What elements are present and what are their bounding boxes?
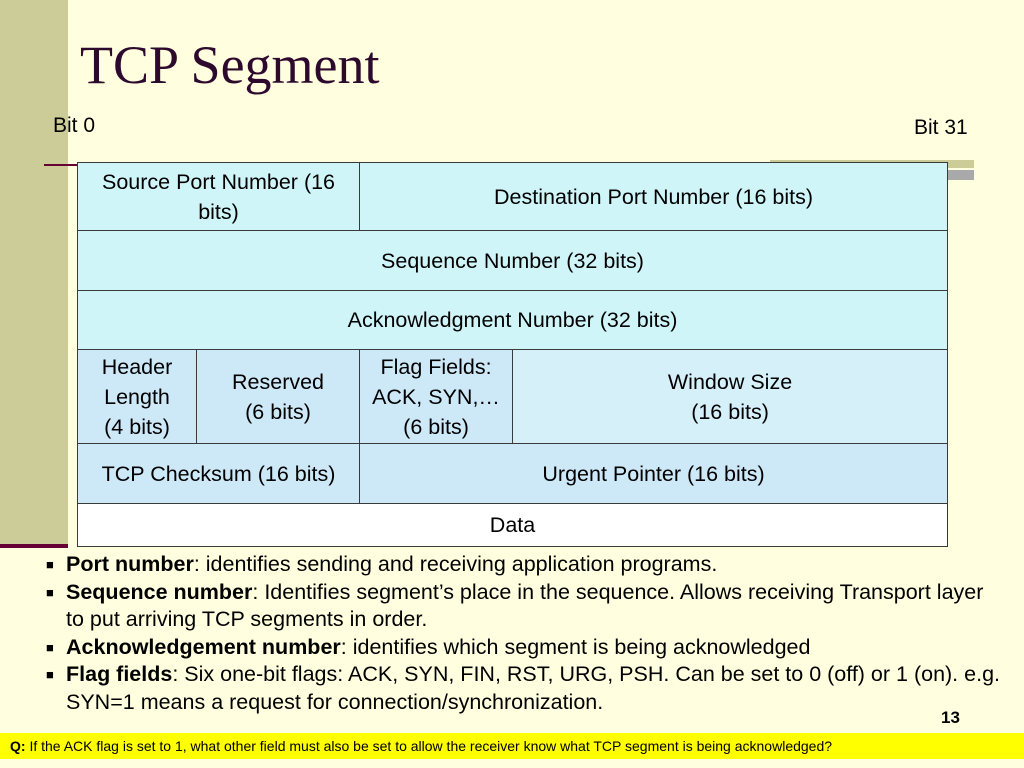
sequence-number-cell: Sequence Number (32 bits) — [78, 231, 948, 291]
flag-fields-cell — [360, 350, 513, 444]
bullet-term: Acknowledgement number — [66, 634, 341, 659]
data-cell: Data — [78, 504, 948, 547]
square-bullet-icon: ■ — [46, 557, 54, 572]
side-decoration-bar — [0, 0, 68, 545]
reserved-line-2: (6 bits) — [245, 399, 311, 424]
field-description-list — [46, 551, 1006, 716]
question-banner — [0, 733, 1024, 759]
square-bullet-icon: ■ — [46, 667, 54, 682]
bullet-text: : Six one-bit flags: ACK, SYN, FIN, RST, URG, PSH. Can be set to 0 (off) or 1 (on). e.g. SYN=1 means a request for connection/synchronization. — [66, 662, 1000, 714]
reserved-line-1: Reserved — [232, 369, 325, 394]
question-label: Q: — [10, 738, 26, 754]
header-length-line-1: Header — [101, 354, 173, 379]
accent-line-left — [44, 164, 78, 166]
source-port-cell: Source Port Number (16 bits) — [78, 163, 360, 231]
segment-row-header-fields — [78, 350, 948, 444]
question-inner — [0, 733, 1024, 759]
destination-port-cell: Destination Port Number (16 bits) — [360, 163, 948, 231]
segment-row-sequence — [78, 231, 948, 291]
bullet-acknowledgement-number — [46, 634, 1006, 662]
question-text: If the ACK flag is set to 1, what other field must also be set to allow the receiver know what TCP segment is being acknowledged? — [25, 738, 833, 754]
bullet-port-number — [46, 551, 1006, 579]
bullet-term: Flag fields — [66, 662, 173, 686]
bullet-sequence-number — [46, 579, 1006, 634]
header-length-line-3: (4 bits) — [104, 414, 170, 439]
window-size-line-1: Window Size — [667, 369, 793, 394]
window-size-cell — [513, 350, 948, 444]
bullet-text: : Identifies segment’s place in the sequence. Allows receiving Transport layer to put arriving TCP segments in order. — [66, 579, 984, 631]
bullet-term: Sequence number — [66, 579, 253, 604]
flag-fields-line-2: ACK, SYN,… — [372, 384, 500, 409]
page-number: 13 — [941, 708, 960, 727]
square-bullet-icon: ■ — [46, 639, 54, 655]
square-bullet-icon: ■ — [46, 584, 54, 600]
bullet-flag-fields — [46, 661, 1006, 716]
segment-row-checksum — [78, 444, 948, 504]
header-length-cell — [78, 350, 197, 444]
bullet-text: : identifies sending and receiving application programs. — [193, 552, 718, 576]
segment-row-ports — [78, 163, 948, 231]
side-decoration-line — [0, 544, 68, 548]
reserved-cell — [197, 350, 360, 444]
header-length-line-2: Length — [104, 384, 170, 409]
slide-title: TCP Segment — [80, 35, 380, 95]
segment-row-acknowledgment — [78, 291, 948, 350]
tcp-segment-diagram — [77, 162, 948, 547]
bullet-term: Port number — [66, 552, 194, 576]
urgent-pointer-cell: Urgent Pointer (16 bits) — [360, 444, 948, 504]
window-size-line-2: (16 bits) — [691, 399, 769, 424]
bit-end-label: Bit 31 — [914, 116, 968, 139]
bottom-strip — [0, 759, 1024, 768]
acknowledgment-number-cell: Acknowledgment Number (32 bits) — [78, 291, 948, 350]
segment-row-data — [78, 504, 948, 547]
tcp-checksum-cell: TCP Checksum (16 bits) — [78, 444, 360, 504]
bit-start-label: Bit 0 — [53, 114, 96, 137]
bullet-text: : identifies which segment is being acknowledged — [340, 634, 811, 659]
flag-fields-line-1: Flag Fields: — [380, 354, 492, 379]
flag-fields-line-3: (6 bits) — [403, 414, 469, 439]
